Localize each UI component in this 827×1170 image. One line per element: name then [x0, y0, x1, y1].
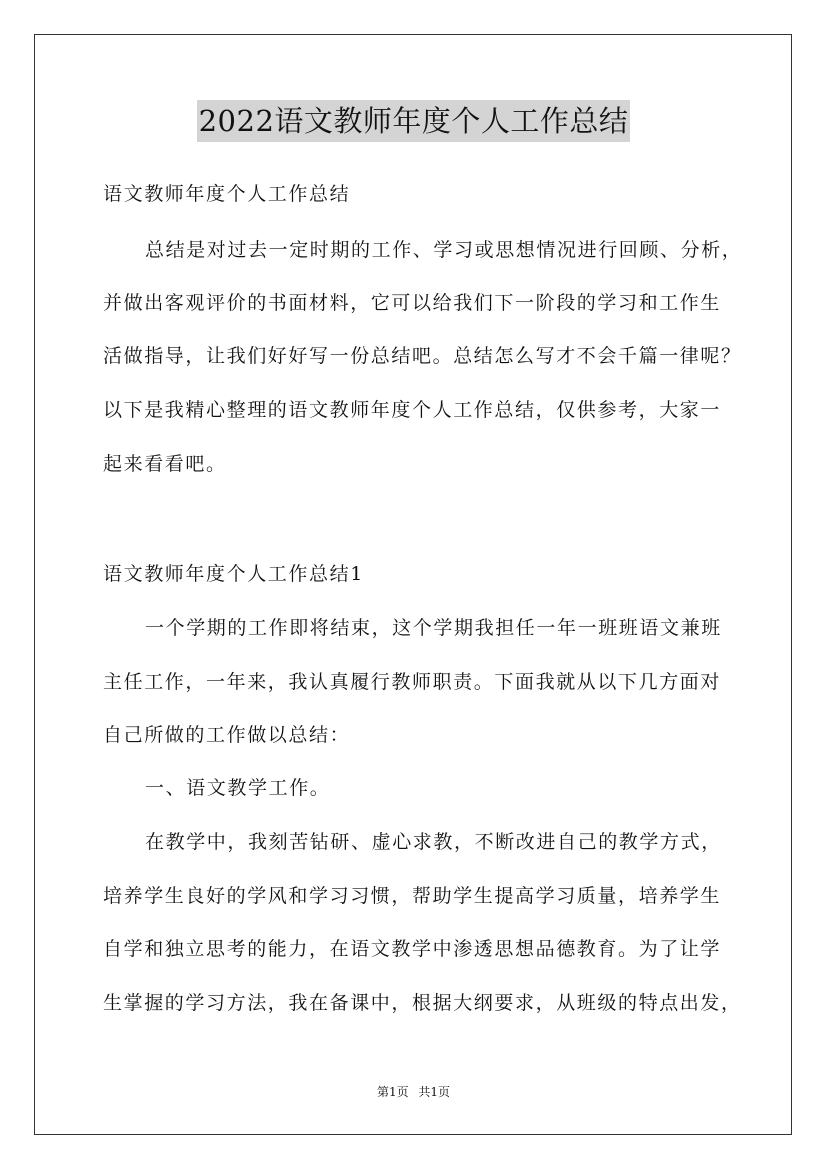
paragraph-line: 总结是对过去一定时期的工作、学习或思想情况进行回顾、分析，	[145, 239, 743, 261]
section-heading: 语文教师年度个人工作总结1	[103, 563, 364, 585]
paragraph-line: 主任工作，一年来，我认真履行教师职责。下面我就从以下几方面对	[103, 671, 722, 693]
document-title: 2022语文教师年度个人工作总结	[197, 100, 631, 142]
paragraph-line: 培养学生良好的学风和学习习惯，帮助学生提高学习质量，培养学生	[103, 885, 722, 907]
paragraph-line: 以下是我精心整理的语文教师年度个人工作总结，仅供参考，大家一	[103, 399, 722, 421]
page-total: 共1页	[418, 1085, 451, 1099]
paragraph-line: 起来看看吧。	[103, 453, 227, 475]
paragraph-line: 在教学中，我刻苦钻研、虚心求教，不断改进自己的教学方式，	[145, 831, 722, 853]
section-heading: 语文教师年度个人工作总结	[103, 183, 351, 205]
page-number: 第1页	[376, 1085, 409, 1099]
paragraph-line: 并做出客观评价的书面材料，它可以给我们下一阶段的学习和工作生	[103, 292, 722, 314]
paragraph-line: 生掌握的学习方法，我在备课中，根据大纲要求，从班级的特点出发，	[103, 992, 742, 1014]
paragraph-line: 一个学期的工作即将结束，这个学期我担任一年一班班语文兼班	[145, 617, 722, 639]
title-container	[0, 100, 827, 142]
paragraph-line: 自学和独立思考的能力，在语文教学中渗透思想品德教育。为了让学	[103, 938, 722, 960]
paragraph-line: 活做指导，让我们好好写一份总结吧。总结怎么写才不会千篇一律呢？	[103, 345, 742, 367]
page-footer	[0, 1084, 827, 1100]
subsection-heading: 一、语文教学工作。	[145, 777, 331, 799]
paragraph-line: 自己所做的工作做以总结：	[103, 724, 351, 746]
